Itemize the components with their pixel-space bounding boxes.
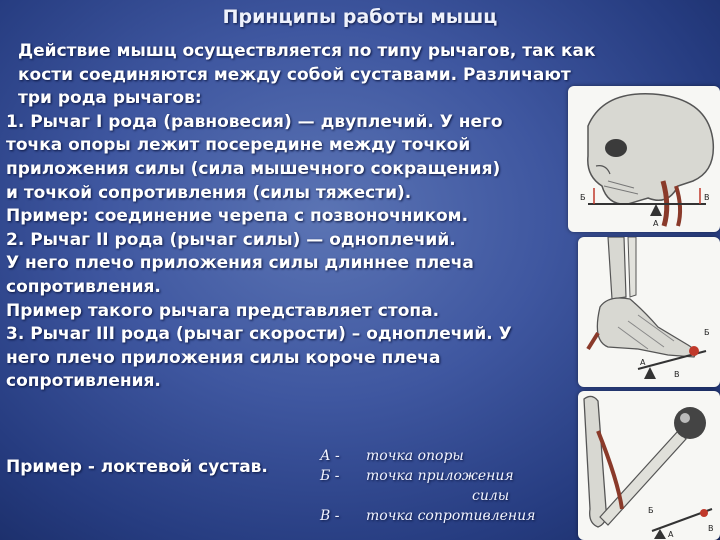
foot-lever-image xyxy=(578,237,720,387)
legend-value: силы xyxy=(472,488,510,504)
figure-label: Б xyxy=(704,328,710,337)
skull-lever-image xyxy=(568,86,720,232)
legend-row xyxy=(320,486,580,506)
legend-key: Б - xyxy=(320,468,340,484)
text-line: Действие мышц осуществляется по типу рычагов, так как xyxy=(18,41,596,61)
legend-row xyxy=(320,466,580,486)
legend xyxy=(320,446,580,526)
figure-label: В xyxy=(708,524,714,533)
text-line: приложения силы (сила мышечного сокращения) xyxy=(6,158,501,179)
text-line: У него плечо приложения силы длиннее плеча xyxy=(6,253,474,274)
text-line: Пример такого рычага представляет стопа. xyxy=(6,300,440,321)
legend-value: точка сопротивления xyxy=(366,508,536,524)
text-line: точка опоры лежит посередине между точкой xyxy=(6,135,471,156)
legend-row xyxy=(320,446,580,466)
text-line: 3. Рычаг III рода (рычаг скорости) – одноплечий. У xyxy=(6,324,512,345)
figure-label: А xyxy=(653,219,659,228)
legend-value: точка приложения xyxy=(366,468,514,484)
figure-label: А xyxy=(640,358,646,367)
legend-key: А - xyxy=(320,448,340,464)
text-line: сопротивления. xyxy=(6,276,161,297)
text-line: него плечо приложения силы короче плеча xyxy=(6,347,441,368)
text-line: Пример: соединение черепа с позвоночником. xyxy=(6,206,469,227)
figure-label: Б xyxy=(648,506,654,515)
text-line: три рода рычагов: xyxy=(18,88,202,109)
figure-label: В xyxy=(674,370,680,379)
slide-title: Принципы работы мышц xyxy=(222,6,498,28)
legend-key: В - xyxy=(320,508,340,524)
legend-value: точка опоры xyxy=(366,448,464,464)
text-line: 1. Рычаг I рода (равновесия) — двуплечий. У него xyxy=(6,111,503,132)
body-text xyxy=(6,40,596,394)
text-line: сопротивления. xyxy=(6,371,161,392)
example-elbow-text: Пример - локтевой сустав. xyxy=(6,457,268,477)
elbow-lever-image xyxy=(578,391,720,540)
figure-label: В xyxy=(704,193,710,202)
figure-label: А xyxy=(668,530,674,539)
figure-label: Б xyxy=(580,193,586,202)
text-line: кости соединяются между собой суставами. Различают xyxy=(18,64,571,85)
legend-row xyxy=(320,506,580,526)
text-line: и точкой сопротивления (силы тяжести). xyxy=(6,182,412,203)
text-line: 2. Рычаг II рода (рычаг силы) — одноплечий. xyxy=(6,229,456,250)
